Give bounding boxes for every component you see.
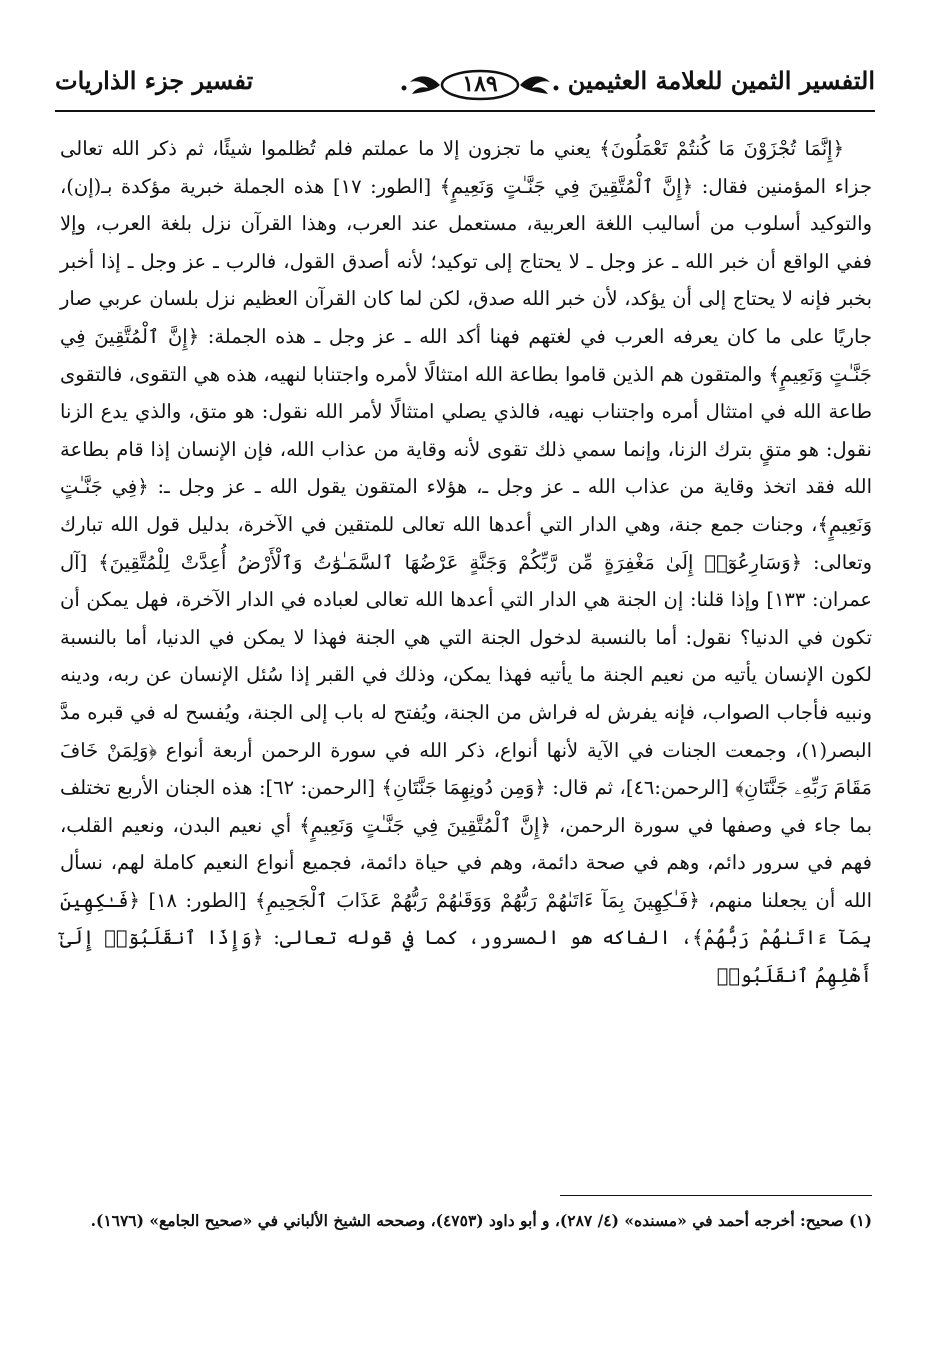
body-paragraph: ﴿إِنَّمَا تُجْزَوْنَ مَا كُنتُمْ تَعْمَلُونَ﴾ يعني ما تجزون إلا ما عملتم فلم تُظلموا شيئًا، ثم ذكر الله تعالى جزاء المؤمنين فقال: ﴿إِنَّ ٱلْمُتَّقِينَ فِي جَنَّـٰتٍ وَنَعِيمٍ﴾ [الطور: ١٧] هذه الجملة خبرية مؤكدة بـ(إن)، والتوكيد أسلوب من أساليب اللغة العربية، مستعمل عند العرب، وهذا القرآن نزل بلغة العرب، وإلا ففي الواقع أن خبر الله ـ عز وجل ـ لا يحتاج إلى توكيد؛ لأنه أصدق القول، فالرب ـ عز وجل ـ إذا أخبر بخبر فإنه لا يحتاج إلى أن يؤكد، لأن خبر الله صدق، لكن لما كان القرآن العظيم نزل بلسان عربي صار جاريًا على ما كان يعرفه العرب في لغتهم فهنا أكد الله ـ عز وجل ـ هذه الجملة: ﴿إِنَّ ٱلْمُتَّقِينَ فِي جَنَّـٰتٍ وَنَعِيمٍ﴾ والمتقون هم الذين قاموا بطاعة الله امتثالًا لأمره واجتنابا لنهيه، هذه هي التقوى، فالتقوى طاعة الله في امتثال أمره واجتناب نهيه، فالذي يصلي امتثالًا لأمر الله نقول: هو متق، والذي يدع الزنا نقول: هو متقٍ بترك الزنا، وإنما سمي ذلك تقوى لأنه وقاية من عذاب الله، فإن الإنسان إذا قام بطاعة الله فقد اتخذ وقاية من عذاب الله ـ عز وجل ـ، هؤلاء المتقون يقول الله ـ عز وجل ـ: ﴿فِي جَنَّـٰتٍ وَنَعِيمٍ﴾، وجنات جمع جنة، وهي الدار التي أعدها الله تعالى للمتقين في الآخرة، بدليل قول الله تبارك وتعالى: ﴿وَسَارِعُوٓا۟ إِلَىٰ مَغْفِرَةٍ مِّن رَّبِّكُمْ وَجَنَّةٍ عَرْضُهَا ٱلسَّمَـٰوَٰتُ وَٱلْأَرْضُ أُعِدَّتْ لِلْمُتَّقِينَ﴾ [آل عمران: ١٣٣] وإذا قلنا: إن الجنة هي الدار التي أعدها الله تعالى لعباده في الدار الآخرة، فهل يمكن أن تكون في الدنيا؟ نقول: أما بالنسبة لدخول الجنة التي هي الجنة فهذا لا يمكن في الدنيا، أما بالنسبة لكون الإنسان يأتيه من نعيم الجنة ما يأتيه فهذا يمكن، وذلك في القبر إذا سُئل الإنسان عن ربه، ودينه ونبيه فأجاب الصواب، فإنه يفرش له فراش من الجنة، ويُفتح له باب إلى الجنة، ويُفسح له في قبره مدَّ البصر(١)، وجمعت الجنات في الآية لأنها أنواع، ذكر الله في سورة الرحمن أربعة أنواع ﴿وَلِمَنْ خَافَ مَقَامَ رَبِّهِۦ جَنَّتَانِ﴾ [الرحمن:٤٦]، ثم قال: ﴿وَمِن دُونِهِمَا جَنَّتَانِ﴾ [الرحمن: ٦٢]: هذه الجنان الأربع تختلف بما جاء في وصفها في سورة الرحمن، ﴿إِنَّ ٱلْمُتَّقِينَ فِي جَنَّـٰتٍ وَنَعِيمٍ﴾ أي نعيم البدن، ونعيم القلب، فهم في سرور دائم، وهم في صحة دائمة، وهم في حياة دائمة، فجميع أنواع النعيم كاملة لهم، نسأل الله أن يجعلنا منهم، ﴿فَـٰكِهِينَ بِمَآ ءَاتَىٰهُمْ رَبُّهُمْ وَوَقَىٰهُمْ رَبُّهُمْ عَذَابَ ٱلْجَحِيمِ﴾ [الطور: ١٨] ﴿فَـٰكِهِينَ بِمَآ ءَاتَىٰهُمْ رَبُّهُمْ﴾، الفاكه هو المسرور، كما في قوله تعالى: ﴿وَإِذَا ٱنقَلَبُوٓا۟ إِلَىٰٓ أَهْلِهِمُ ٱنقَلَبُوا۟ — [60, 137, 872, 988]
footnote: (١) صحيح: أخرجه أحمد في «مسنده» (٤/ ٢٨٧)، و أبو داود (٤٧٥٣)، وصححه الشيخ الألباني في «صحيح الجامع» (١٦٧٦). — [90, 1211, 872, 1230]
section-title: تفسير جزء الذاريات — [55, 66, 254, 95]
book-title: التفسير الثمين للعلامة العثيمين — [567, 66, 875, 95]
page-number: ١٨٩ — [462, 71, 498, 97]
page-header — [55, 62, 875, 108]
page-number-ornament — [400, 68, 560, 102]
header-divider — [55, 110, 875, 112]
main-text — [60, 130, 872, 995]
footnote-divider — [560, 1195, 872, 1196]
